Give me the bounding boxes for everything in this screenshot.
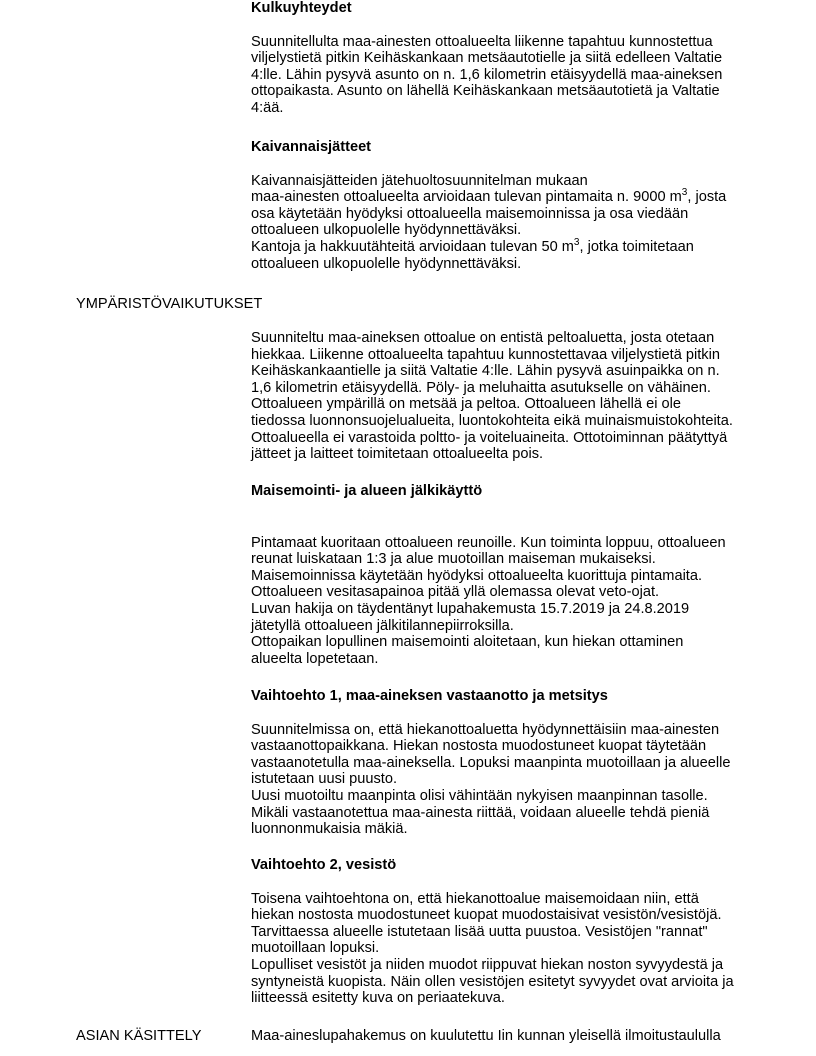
text-line: ottopaikasta. Asunto on lähellä Keihäskankaan metsäautotietä ja Valtatie [251,83,720,100]
text-line: reunat luiskataan 1:3 ja alue muotoillan maiseman mukaiseksi. [251,551,656,568]
superscript: 3 [573,236,580,248]
section-kaivannaisjatteet [251,139,771,272]
section-asian-kasittely [251,1028,771,1045]
text-line: istutetaan uusi puusto. [251,771,398,788]
section-ymparistovaikutukset [251,330,771,463]
text-line: hiekkaa. Liikenne ottoalueelta tapahtuu kunnostettavaa viljelystietä pitkin [251,346,720,363]
text-line: Uusi muotoiltu maanpinta olisi vähintään nykyisen maanpinnan tasolle. [251,787,708,804]
text-line: Suunnitelmissa on, että hiekanottoaluetta hyödynnettäisiin maa-ainesten [251,721,720,738]
text-line: Pintamaat kuoritaan ottoalueen reunoille. Kun toiminta loppuu, ottoalueen [251,534,726,551]
text-fragment: maa-ainesten ottoalueelta arvioidaan tulevan pintamaita n. 9000 m [251,189,682,206]
text-line [251,189,771,206]
heading-vaihtoehto-1: Vaihtoehto 1, maa-aineksen vastaanotto ja metsitys [251,688,608,704]
text-line: Maa-aineslupahakemus on kuulutettu Iin kunnan yleisellä ilmoitustaululla [251,1028,721,1044]
section-kulkuyhteydet [251,0,771,117]
text-fragment: , jotka toimitetaan [579,238,694,255]
text-line: Kaivannaisjätteiden jätehuoltosuunnitelman mukaan [251,172,588,189]
text-line: 4:ää. [251,99,284,116]
text-line [251,236,771,256]
text-line: Mikäli vastaanotettua maa-ainesta riittää, voidaan alueelle tehdä pieniä [251,804,710,821]
section-vaihtoehto-2 [251,857,771,1007]
heading-kulkuyhteydet: Kulkuyhteydet [251,0,352,16]
text-line: 1,6 kilometrin etäisyydellä. Pöly- ja meluhaitta asutukselle on vähäinen. [251,379,711,396]
text-line: jätteet ja laitteet toimitetaan ottoalueelta pois. [251,446,544,463]
heading-vaihtoehto-2: Vaihtoehto 2, vesistö [251,857,397,873]
text-line: Suunnitellulta maa-ainesten ottoalueelta liikenne tapahtuu kunnostettua [251,33,713,50]
text-line: jätetyllä ottoalueen jälkitilannepiirroksilla. [251,617,514,634]
text-line: liitteessä esitetty kuva on periaatekuva. [251,990,505,1007]
text-line: Keihäskankaantielle ja siitä Valtatie 4:lle. Lähin pysyvä asuinpaikka on n. [251,363,720,380]
text-line: Luvan hakija on täydentänyt lupahakemusta 15.7.2019 ja 24.8.2019 [251,600,690,617]
text-line: alueelta lopetetaan. [251,650,379,667]
superscript: 3 [681,187,688,199]
section-maisemointi [251,483,771,667]
text-line: vastaanotetulla maa-aineksella. Lopuksi maanpinta muotoillaan ja alueelle [251,754,731,771]
text-line: Ottoalueella ei varastoida poltto- ja voiteluaineita. Ottotoiminnan päätyttyä [251,429,728,446]
text-line: Ottoalueen ympärillä on metsää ja peltoa. Ottoalueen lähellä ei ole [251,396,681,413]
text-line: Ottopaikan lopullinen maisemointi aloitetaan, kun hiekan ottaminen [251,634,684,651]
heading-maisemointi: Maisemointi- ja alueen jälkikäyttö [251,483,483,499]
text-line: Tarvittaessa alueelle istutetaan lisää uutta puustoa. Vesistöjen "rannat" [251,923,708,940]
heading-kaivannaisjatteet: Kaivannaisjätteet [251,139,372,155]
text-line: vastaanottopaikkana. Hiekan nostosta muodostuneet kuopat täytetään [251,738,707,755]
text-line: luonnonmukaisia mäkiä. [251,821,408,838]
text-line: viljelystietä pitkin Keihäskankaan metsäautotielle ja siitä edelleen Valtatie [251,50,723,67]
text-fragment: Kantoja ja hakkuutähteitä arvioidaan tulevan 50 m [251,238,574,255]
text-line: Suunniteltu maa-aineksen ottoalue on entistä peltoaluetta, josta otetaan [251,330,715,346]
text-line: Toisena vaihtoehtona on, että hiekanottoalue maisemoidaan niin, että [251,890,699,907]
text-line: Lopulliset vesistöt ja niiden muodot riippuvat hiekan noston syvyydestä ja [251,956,724,973]
text-line: ottoalueen ulkopuolelle hyödynnettäväksi. [251,222,522,239]
text-line: Ottoalueen vesitasapainoa pitää yllä olemassa olevat veto-ojat. [251,584,660,601]
text-line: osa käytetään hyödyksi ottoalueella maisemoinnissa ja osa viedään [251,205,689,222]
text-line: Maisemoinnissa käytetään hyödyksi ottoalueelta kuorittuja pintamaita. [251,567,703,584]
text-line: hiekan nostosta muodostuneet kuopat muodostaisivat vesistön/vesistöjä. [251,907,722,924]
text-line: syntyneistä kuopista. Näin ollen vesistöjen esitetyt syvyydet ovat arvioita ja [251,973,734,990]
side-label-asian-kasittely: ASIAN KÄSITTELY [76,1028,202,1044]
text-line: ottoalueen ulkopuolelle hyödynnettäväksi. [251,255,522,272]
text-line: muotoillaan lopuksi. [251,940,380,957]
text-line: tiedossa luonnonsuojelualueita, luontokohteita eikä muinaismuistokohteita. [251,412,733,429]
side-label-ymparistovaikutukset: YMPÄRISTÖVAIKUTUKSET [76,296,263,312]
text-line: 4:lle. Lähin pysyvä asunto on n. 1,6 kilometrin etäisyydellä maa-aineksen [251,66,723,83]
text-fragment: , josta [687,189,727,206]
section-vaihtoehto-1 [251,688,771,838]
